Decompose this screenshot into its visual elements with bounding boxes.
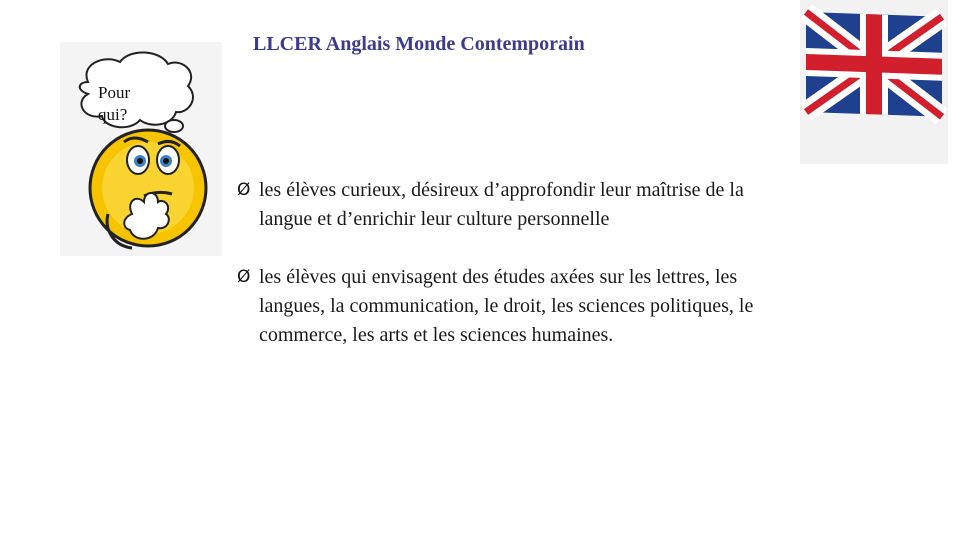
bullet-item xyxy=(237,176,777,234)
arrow-bullet-icon: Ø xyxy=(237,267,251,287)
slide-title: LLCER Anglais Monde Contemporain xyxy=(253,33,585,55)
bullet-text: les élèves qui envisagent des études axées sur les lettres, les langues, la communication, le droit, les sciences politiques, le commerce, les arts et les sciences humaines. xyxy=(259,266,754,346)
thinking-smiley-icon xyxy=(60,42,222,256)
bullet-list xyxy=(237,176,777,350)
thought-bubble-text: Pour qui? xyxy=(98,83,131,124)
uk-flag-image xyxy=(800,0,948,164)
bullet-text: les élèves curieux, désireux d’approfondir leur maîtrise de la langue et d’enrichir leur culture personnelle xyxy=(259,179,744,230)
union-jack-flag-icon xyxy=(800,0,948,164)
bullet-item xyxy=(237,263,777,350)
arrow-bullet-icon: Ø xyxy=(237,180,251,200)
thinking-smiley-illustration xyxy=(60,42,222,256)
